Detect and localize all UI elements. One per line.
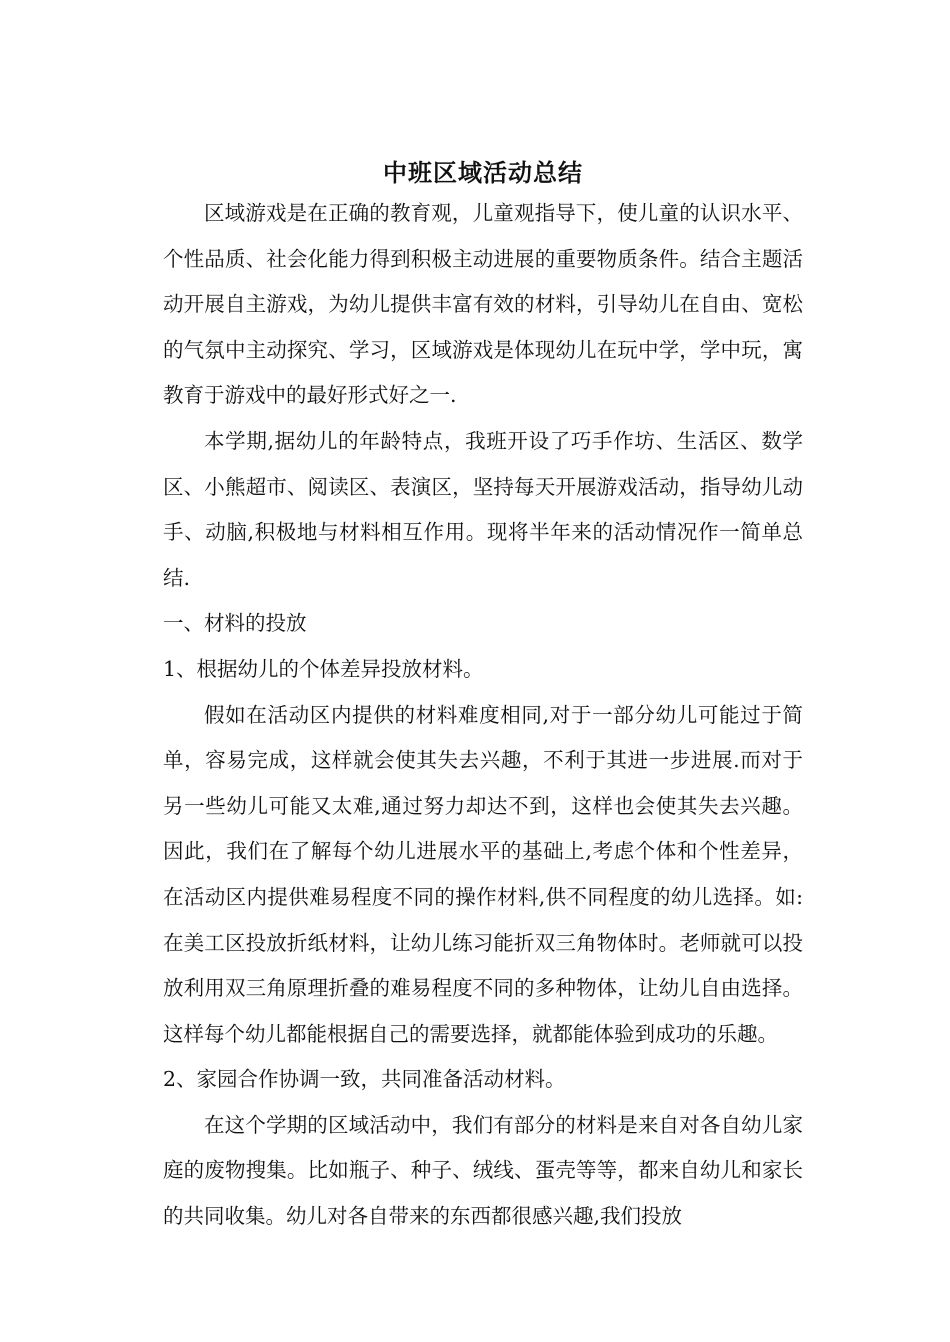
subsection-heading-individual-differences: 1、根据幼儿的个体差异投放材料。 — [163, 656, 484, 681]
individual-differences-paragraph: 假如在活动区内提供的材料难度相同,对于一部分幼儿可能过于简单，容易完成，这样就会使其失去兴趣，不利于其进一步进展.而对于另一些幼儿可能又太难,通过努力却达不到，这样也会使其失去兴趣。因此，我们在了解每个幼儿进展水平的基础上,考虑个体和个性差异，在活动区内提供难易程度不同的操作材料,供不同程度的幼儿选择。如:在美工区投放折纸材料，让幼儿练习能折双三角物体时。老师就可以投放利用双三角原理折叠的难易程度不同的多种物体，让幼儿自由选择。这样每个幼儿都能根据自己的需要选择，就都能体验到成功的乐趣。 — [163, 702, 803, 1046]
document-title: 中班区域活动总结 — [383, 158, 583, 187]
intro-paragraph: 区域游戏是在正确的教育观，儿童观指导下，使儿童的认识水平、个性品质、社会化能力得到积极主动进展的重要物质条件。结合主题活动开展自主游戏，为幼儿提供丰富有效的材料，引导幼儿在自由、宽松的气氛中主动探究、学习，区域游戏是体现幼儿在玩中学，学中玩，寓教育于游戏中的最好形式好之一. — [163, 201, 803, 408]
semester-overview-paragraph: 本学期,据幼儿的年龄特点，我班开设了巧手作坊、生活区、数学区、小熊超市、阅读区、表演区，坚持每天开展游戏活动，指导幼儿动手、动脑,积极地与材料相互作用。现将半年来的活动情况作一简单总结. — [163, 428, 803, 590]
document-body — [163, 155, 803, 1240]
home-school-cooperation-paragraph: 在这个学期的区域活动中，我们有部分的材料是来自对各自幼儿家庭的废物搜集。比如瓶子、种子、绒线、蛋壳等等，都来自幼儿和家长的共同收集。幼儿对各自带来的东西都很感兴趣,我们投放 — [163, 1112, 803, 1229]
subsection-heading-home-school-cooperation: 2、家园合作协调一致，共同准备活动材料。 — [163, 1067, 566, 1092]
section-heading-materials: 一、材料的投放 — [163, 611, 307, 636]
